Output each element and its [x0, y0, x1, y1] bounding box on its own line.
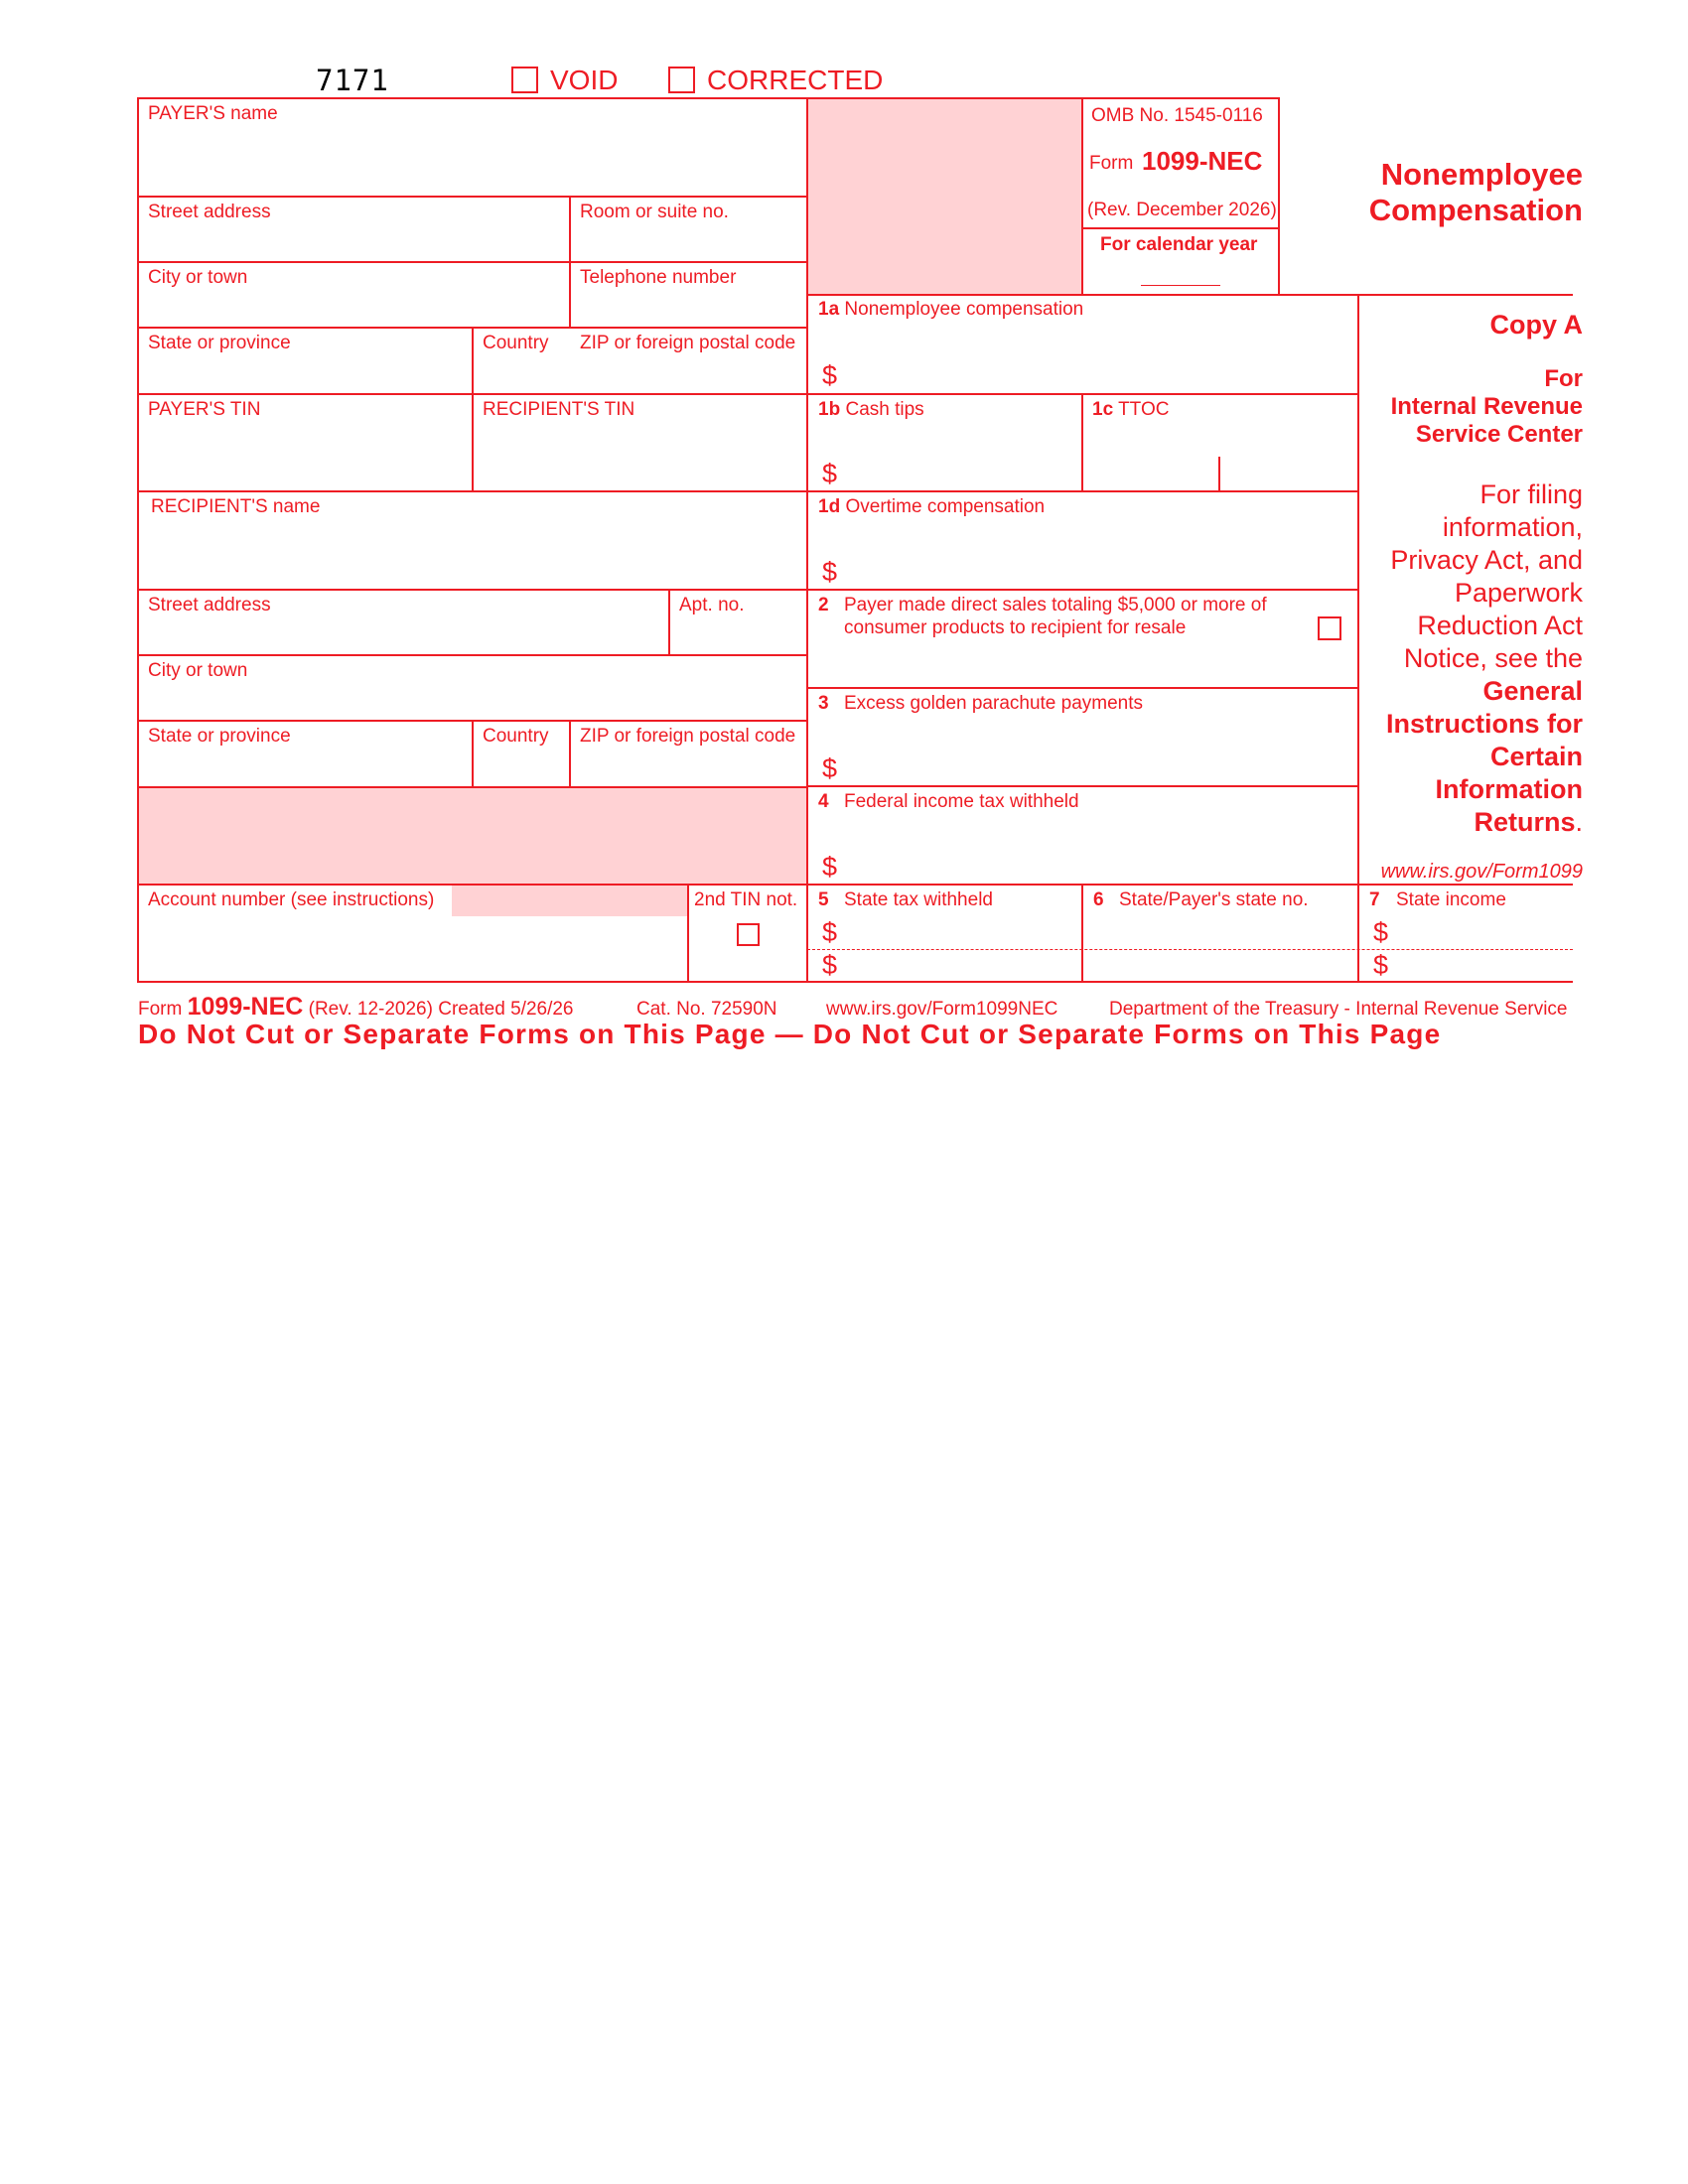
side-for: For	[1544, 365, 1583, 392]
box-7-dollar-1: $	[1373, 917, 1389, 947]
shaded-box-left	[138, 787, 807, 884]
form-word: Form	[1089, 153, 1134, 174]
corrected-label: CORRECTED	[707, 65, 884, 95]
footer-cat: Cat. No. 72590N	[636, 999, 777, 1020]
payer-phone-label: Telephone number	[580, 267, 737, 288]
footer-warning: Do Not Cut or Separate Forms on This Page — Do Not Cut or Separate Forms on This Page	[138, 1019, 1442, 1049]
footer-dept: Department of the Treasury - Internal Revenue Service	[1109, 999, 1568, 1020]
side-info-2: information,	[1442, 512, 1583, 542]
form-title-line1: Nonemployee	[1380, 157, 1583, 192]
side-bold-4: Information	[1435, 774, 1583, 804]
second-tin-checkbox[interactable]	[737, 923, 760, 946]
box-1b-number: 1b	[818, 399, 841, 420]
footer-rev: (Rev. 12-2026) Created 5/26/26	[308, 999, 574, 1020]
box-7-label: State income	[1396, 889, 1506, 910]
void-checkbox[interactable]	[511, 67, 538, 93]
recipient-name-label: RECIPIENT'S name	[151, 496, 321, 517]
box-2-label-line1: Payer made direct sales totaling $5,000 or more of	[844, 595, 1267, 615]
box-5-dollar-1: $	[822, 917, 838, 947]
box-5-dollar-2: $	[822, 950, 838, 980]
box-4-number: 4	[818, 791, 829, 812]
box-5-number: 5	[818, 889, 829, 910]
box-5-label: State tax withheld	[844, 889, 993, 910]
box-7-dollar-2: $	[1373, 950, 1389, 980]
corrected-checkbox[interactable]	[668, 67, 695, 93]
side-bold-1: General	[1482, 676, 1583, 706]
box-6-number: 6	[1093, 889, 1104, 910]
box-1b-dollar: $	[822, 459, 838, 488]
payer-name-label: PAYER'S name	[148, 103, 278, 124]
shaded-box-top	[807, 98, 1082, 295]
recipient-country-label: Country	[483, 726, 549, 747]
box-7-number: 7	[1369, 889, 1380, 910]
form-number: 1099-NEC	[1142, 146, 1263, 176]
recipient-zip-label: ZIP or foreign postal code	[580, 726, 796, 747]
void-label: VOID	[550, 65, 619, 95]
side-period: .	[1575, 807, 1583, 837]
calendar-year-label: For calendar year	[1100, 234, 1258, 255]
second-tin-label: 2nd TIN not.	[694, 889, 798, 910]
payer-state-label: State or province	[148, 333, 291, 353]
omb-number: OMB No. 1545-0116	[1091, 105, 1263, 126]
payer-city-label: City or town	[148, 267, 248, 288]
box-1c-number: 1c	[1092, 399, 1114, 420]
box-1d-number: 1d	[818, 496, 841, 517]
box-6-label: State/Payer's state no.	[1119, 889, 1309, 910]
recipient-apt-label: Apt. no.	[679, 595, 745, 615]
account-number-label: Account number (see instructions)	[148, 889, 435, 910]
footer-form-number: 1099-NEC	[187, 993, 304, 1021]
side-bold-5: Returns	[1474, 807, 1576, 837]
form-revision: (Rev. December 2026)	[1087, 200, 1277, 220]
side-info-1: For filing	[1479, 479, 1583, 509]
side-info-6: Notice, see the	[1403, 643, 1583, 673]
calendar-year-input[interactable]	[1141, 285, 1220, 286]
side-info-4: Paperwork	[1454, 578, 1583, 608]
recipient-city-label: City or town	[148, 660, 248, 681]
side-bold-3: Certain	[1489, 742, 1583, 771]
box-2-label-line2: consumer products to recipient for resale	[844, 617, 1187, 638]
box-1d-dollar: $	[822, 557, 838, 587]
box-2-checkbox[interactable]	[1318, 616, 1341, 640]
payer-room-label: Room or suite no.	[580, 202, 729, 222]
box-1a-dollar: $	[822, 360, 838, 390]
side-irs-line1: Internal Revenue	[1390, 393, 1583, 420]
side-irs-line2: Service Center	[1415, 421, 1583, 448]
box-1c-label: TTOC	[1118, 399, 1170, 420]
form-code: 7171	[316, 64, 389, 97]
recipient-tin-label: RECIPIENT'S TIN	[483, 399, 635, 420]
state-divider	[807, 949, 1573, 950]
box-1d-label: Overtime compensation	[845, 496, 1046, 517]
shaded-box-account	[452, 885, 688, 916]
form-title-line2: Compensation	[1368, 193, 1583, 227]
footer-url[interactable]: www.irs.gov/Form1099NEC	[826, 999, 1058, 1020]
side-url[interactable]: www.irs.gov/Form1099	[1380, 861, 1583, 883]
side-info-5: Reduction Act	[1417, 611, 1583, 640]
side-info-3: Privacy Act, and	[1390, 545, 1583, 575]
box-3-dollar: $	[822, 753, 838, 783]
payer-country-label: Country	[483, 333, 549, 353]
box-4-dollar: $	[822, 852, 838, 882]
recipient-state-label: State or province	[148, 726, 291, 747]
box-3-label: Excess golden parachute payments	[844, 693, 1144, 714]
box-1a-label: Nonemployee compensation	[844, 299, 1084, 320]
payer-street-label: Street address	[148, 202, 271, 222]
box-2-number: 2	[818, 595, 829, 615]
payer-tin-label: PAYER'S TIN	[148, 399, 261, 420]
box-4-label: Federal income tax withheld	[844, 791, 1079, 812]
footer-form-word: Form	[138, 999, 183, 1020]
side-bold-2: Instructions for	[1385, 709, 1583, 739]
payer-zip-label: ZIP or foreign postal code	[580, 333, 796, 353]
box-1b-label: Cash tips	[845, 399, 924, 420]
copy-a-label: Copy A	[1489, 310, 1583, 340]
box-1a-number: 1a	[818, 299, 840, 320]
recipient-street-label: Street address	[148, 595, 271, 615]
box-3-number: 3	[818, 693, 829, 714]
